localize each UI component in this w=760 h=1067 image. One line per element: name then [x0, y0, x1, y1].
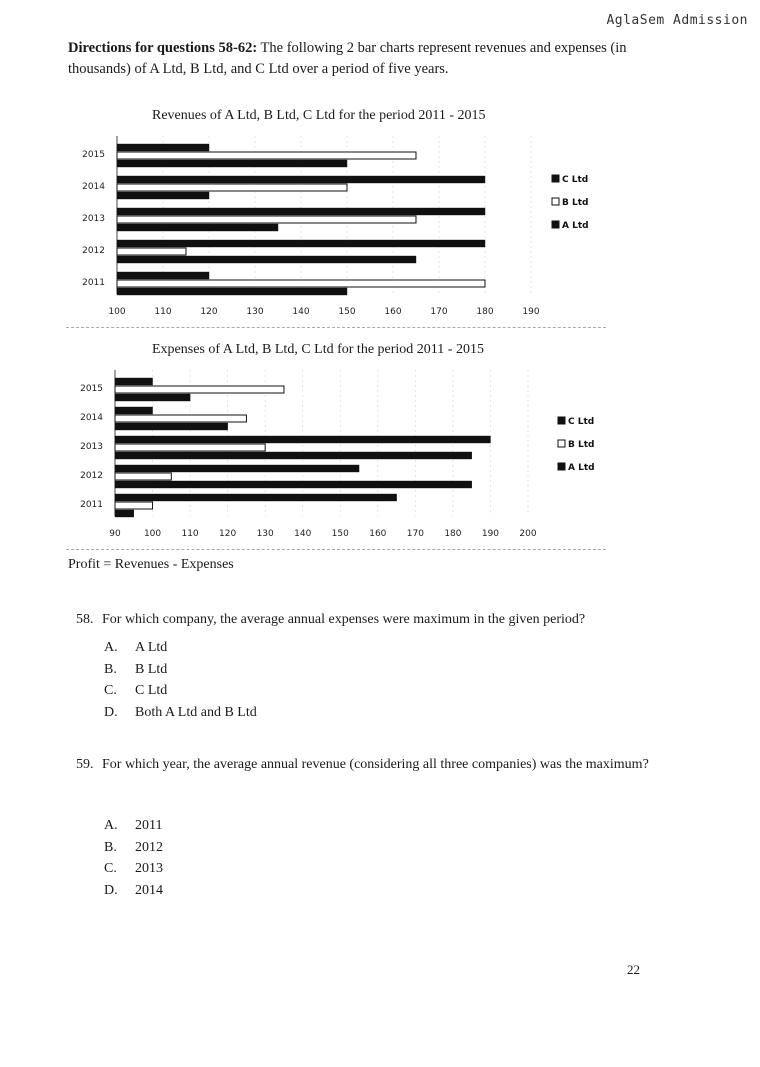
x-tick-label: 190 [481, 529, 500, 539]
y-tick-label: 2012 [80, 471, 103, 481]
option-c[interactable] [104, 858, 163, 880]
question-text: For which company, the average annual expenses were maximum in the given period? [102, 612, 586, 627]
option-text: 2011 [135, 818, 163, 833]
bar-a-ltd [117, 160, 347, 167]
option-text: 2013 [135, 861, 163, 876]
x-tick-label: 160 [384, 307, 402, 317]
x-tick-label: 110 [154, 307, 172, 317]
x-tick-label: 110 [181, 529, 199, 539]
legend-swatch [552, 175, 559, 182]
option-b[interactable] [104, 837, 163, 859]
y-tick-label: 2014 [80, 413, 103, 423]
question-58-options [104, 637, 257, 723]
option-text: 2012 [135, 839, 163, 855]
x-tick-label: 90 [109, 529, 121, 539]
watermark-text: AglaSem Admission [606, 13, 748, 28]
option-b[interactable] [104, 659, 257, 681]
x-tick-label: 130 [246, 307, 264, 317]
chart-divider [66, 549, 606, 550]
y-tick-label: 2015 [82, 150, 105, 160]
bar-b-ltd [115, 473, 171, 480]
bar-c-ltd [115, 494, 397, 501]
bar-c-ltd [115, 378, 153, 385]
option-key: C. [104, 683, 117, 698]
bar-c-ltd [117, 240, 485, 247]
legend-label: C Ltd [568, 417, 595, 427]
directions-text: The following 2 bar charts represent revenues and expenses (in thousands) of A Ltd, B Ltd, and C Ltd over a period of five years. [68, 40, 627, 77]
legend-label: A Ltd [568, 463, 595, 473]
legend-label: A Ltd [562, 221, 589, 231]
option-key: D. [104, 882, 118, 898]
option-key: B. [104, 839, 117, 855]
option-a[interactable] [104, 637, 257, 659]
legend-swatch [558, 440, 565, 447]
x-tick-label: 170 [430, 307, 448, 317]
x-tick-label: 160 [369, 529, 387, 539]
bar-c-ltd [115, 436, 490, 443]
legend-label: C Ltd [562, 175, 589, 185]
bar-b-ltd [115, 444, 265, 451]
option-text: Both A Ltd and B Ltd [135, 704, 257, 720]
bar-b-ltd [115, 386, 284, 393]
x-tick-label: 150 [331, 529, 349, 539]
legend-swatch [552, 198, 559, 205]
y-tick-label: 2013 [82, 214, 105, 224]
bar-b-ltd [117, 184, 347, 191]
expenses-chart-title: Expenses of A Ltd, B Ltd, C Ltd for the period 2011 - 2015 [152, 342, 484, 357]
x-tick-label: 170 [406, 529, 424, 539]
legend-swatch [552, 221, 559, 228]
bar-a-ltd [115, 510, 134, 517]
revenue-chart [60, 132, 700, 332]
chart-divider [66, 327, 606, 328]
bar-b-ltd [117, 280, 485, 287]
y-tick-label: 2014 [82, 182, 105, 192]
option-key: A. [104, 818, 118, 833]
option-d[interactable] [104, 880, 163, 902]
legend-label: B Ltd [568, 440, 595, 450]
x-tick-label: 140 [292, 307, 310, 317]
x-tick-label: 180 [444, 529, 462, 539]
bar-b-ltd [117, 152, 416, 159]
x-tick-label: 120 [200, 307, 218, 317]
question-number: 58. [76, 612, 94, 627]
legend-swatch [558, 417, 565, 424]
x-tick-label: 130 [256, 529, 274, 539]
bar-c-ltd [115, 465, 359, 472]
bar-c-ltd [117, 272, 209, 279]
option-text: A Ltd [135, 640, 168, 655]
page-number: 22 [627, 962, 640, 977]
legend-swatch [558, 463, 565, 470]
option-key: A. [104, 640, 118, 655]
x-tick-label: 150 [338, 307, 356, 317]
question-number: 59. [76, 757, 94, 772]
profit-formula: Profit = Revenues - Expenses [68, 557, 234, 572]
bar-a-ltd [117, 224, 278, 231]
expenses-chart [60, 366, 700, 556]
y-tick-label: 2015 [80, 384, 103, 394]
bar-b-ltd [117, 248, 186, 255]
option-key: C. [104, 861, 117, 876]
legend-label: B Ltd [562, 198, 589, 208]
x-tick-label: 140 [294, 529, 312, 539]
directions-lead: Directions for questions 58-62: [68, 40, 258, 56]
bar-b-ltd [115, 502, 153, 509]
option-text: 2014 [135, 882, 163, 898]
bar-a-ltd [117, 288, 347, 295]
bar-a-ltd [117, 256, 416, 263]
y-tick-label: 2011 [80, 500, 103, 510]
option-c[interactable] [104, 680, 257, 702]
option-key: D. [104, 704, 118, 720]
y-tick-label: 2013 [80, 442, 103, 452]
y-tick-label: 2012 [82, 246, 105, 256]
question-59 [76, 754, 651, 775]
bar-b-ltd [115, 415, 246, 422]
bar-c-ltd [115, 407, 153, 414]
bar-a-ltd [115, 481, 472, 488]
directions-paragraph [68, 38, 648, 80]
x-tick-label: 100 [143, 529, 162, 539]
bar-c-ltd [117, 208, 485, 215]
revenue-chart-title: Revenues of A Ltd, B Ltd, C Ltd for the period 2011 - 2015 [152, 108, 486, 123]
bar-a-ltd [115, 423, 228, 430]
bar-b-ltd [117, 216, 416, 223]
x-tick-label: 200 [519, 529, 537, 539]
option-a[interactable] [104, 815, 163, 837]
bar-c-ltd [117, 176, 485, 183]
bar-a-ltd [115, 394, 190, 401]
bar-c-ltd [117, 144, 209, 151]
option-key: B. [104, 661, 117, 677]
question-59-options [104, 815, 163, 901]
x-tick-label: 180 [476, 307, 494, 317]
y-tick-label: 2011 [82, 278, 105, 288]
option-text: B Ltd [135, 661, 168, 677]
question-58 [76, 609, 656, 630]
option-text: C Ltd [135, 683, 168, 698]
option-d[interactable] [104, 702, 257, 724]
bar-a-ltd [115, 452, 472, 459]
x-tick-label: 190 [522, 307, 540, 317]
bar-a-ltd [117, 192, 209, 199]
x-tick-label: 100 [108, 307, 126, 317]
question-text: For which year, the average annual revenue (considering all three companies) was the maximum? [102, 757, 649, 772]
x-tick-label: 120 [219, 529, 237, 539]
